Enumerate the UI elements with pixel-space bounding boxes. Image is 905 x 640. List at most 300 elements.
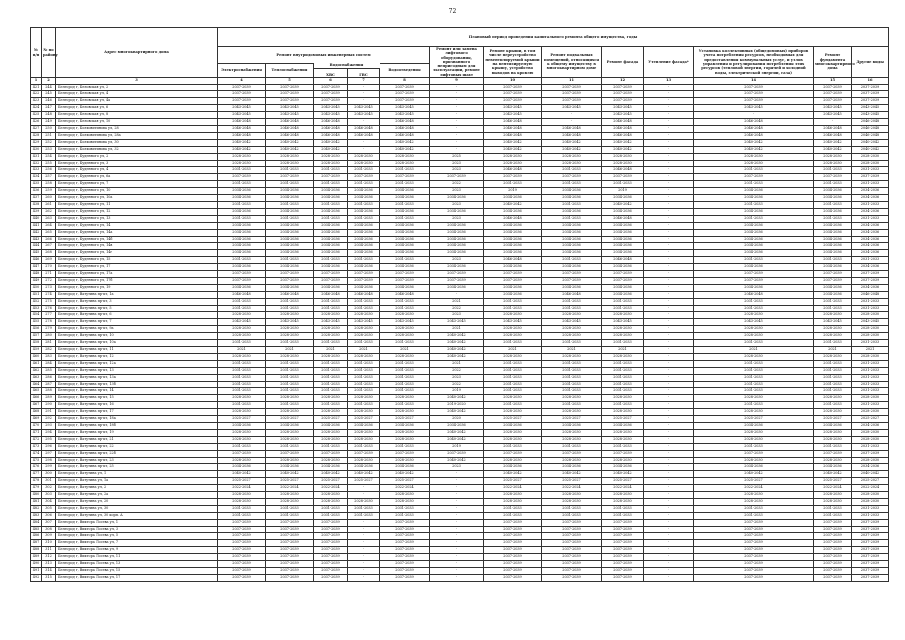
address-cell: Белгород г, Буденного ул, 14а: [56, 229, 218, 236]
period-cell: 2022-2024: [852, 485, 889, 492]
period-cell: 2025-2027: [314, 416, 348, 423]
period-cell: 2034-2036: [218, 236, 266, 243]
period-cell: 2040-2042: [430, 409, 484, 416]
period-cell: 2028-2030: [814, 395, 852, 402]
period-cell: 2040-2042: [694, 139, 814, 146]
period-cell: 2037-2039: [852, 568, 889, 575]
table-row: [31, 201, 889, 208]
period-cell: 2046-2048: [314, 291, 348, 298]
period-cell: 2031-2033: [218, 402, 266, 409]
period-cell: -: [644, 119, 694, 126]
period-cell: 2021: [484, 347, 542, 354]
index-cell: 478: [31, 478, 42, 485]
period-cell: 2031-2033: [694, 201, 814, 208]
table-row: [31, 492, 889, 499]
period-cell: 2034-2036: [218, 229, 266, 236]
period-cell: 2034-2036: [602, 464, 644, 471]
period-cell: 2025-2027: [348, 416, 380, 423]
period-cell: 2037-2039: [814, 561, 852, 568]
index-cell: 252: [42, 139, 56, 146]
period-cell: 2040-2042: [218, 471, 266, 478]
period-cell: 2037-2039: [814, 84, 852, 91]
period-cell: 2028-2030: [602, 333, 644, 340]
header-facade: Ремонт фасада: [602, 47, 644, 78]
period-cell: 2034-2036: [348, 264, 380, 271]
period-cell: 2028-2030: [602, 492, 644, 499]
index-cell: 437: [31, 195, 42, 202]
period-cell: 2037-2039: [380, 554, 430, 561]
period-cell: 2019: [430, 443, 484, 450]
period-cell: 2028-2030: [484, 498, 542, 505]
header-water: Водоснабжения: [314, 63, 380, 69]
period-cell: 2031-2033: [852, 402, 889, 409]
period-cell: 2031-2033: [380, 181, 430, 188]
period-cell: 2037-2039: [542, 533, 602, 540]
address-cell: Белгород г, Буденного ул, 14в: [56, 243, 218, 250]
index-cell: 305: [42, 505, 56, 512]
period-cell: 2028-2030: [314, 333, 348, 340]
period-cell: -: [644, 201, 694, 208]
period-cell: 2031-2033: [348, 512, 380, 519]
index-cell: 470: [31, 422, 42, 429]
period-cell: 2037-2039: [814, 547, 852, 554]
period-cell: 2037-2039: [602, 271, 644, 278]
period-cell: 2034-2036: [380, 284, 430, 291]
period-cell: 2040-2042: [602, 201, 644, 208]
index-cell: 457: [31, 333, 42, 340]
period-cell: 2023: [430, 464, 484, 471]
period-cell: 2034-2036: [694, 222, 814, 229]
period-cell: -: [348, 519, 380, 526]
header-insulation: Утепление фасада*: [644, 47, 694, 78]
period-cell: 2031-2033: [814, 402, 852, 409]
index-cell: 433: [31, 167, 42, 174]
period-cell: 2037-2039: [542, 98, 602, 105]
period-cell: 2031-2033: [266, 512, 314, 519]
period-cell: 2040-2042: [852, 146, 889, 153]
table-row: [31, 526, 889, 533]
table-row: [31, 498, 889, 505]
period-cell: 2034-2036: [602, 208, 644, 215]
period-cell: 2031-2033: [348, 402, 380, 409]
period-cell: 2037-2039: [484, 519, 542, 526]
period-cell: 2040-2042: [380, 471, 430, 478]
table-row: [31, 505, 889, 512]
period-cell: 2028-2030: [266, 353, 314, 360]
period-cell: 2025-2027: [602, 478, 644, 485]
period-cell: 2037-2039: [602, 540, 644, 547]
index-cell: 299: [42, 464, 56, 471]
period-cell: 2028-2030: [266, 160, 314, 167]
period-cell: -: [644, 98, 694, 105]
table-row: [31, 243, 889, 250]
period-cell: 2028-2030: [542, 498, 602, 505]
period-cell: 2037-2039: [542, 271, 602, 278]
period-cell: 2037-2039: [852, 554, 889, 561]
table-row: [31, 561, 889, 568]
index-cell: 304: [42, 498, 56, 505]
period-cell: 2037-2039: [430, 174, 484, 181]
address-cell: Белгород г, Буденного ул, 15: [56, 257, 218, 264]
period-cell: 2031-2033: [380, 505, 430, 512]
period-cell: 2043-2045: [814, 319, 852, 326]
period-cell: 2031-2033: [314, 298, 348, 305]
index-cell: 454: [31, 312, 42, 319]
table-row: [31, 305, 889, 312]
period-cell: 2031-2033: [602, 402, 644, 409]
period-cell: 2031-2033: [266, 367, 314, 374]
index-cell: 463: [31, 374, 42, 381]
index-cell: 489: [31, 554, 42, 561]
period-cell: 2037-2039: [314, 174, 348, 181]
column-number: 14: [694, 78, 814, 85]
period-cell: -: [644, 264, 694, 271]
period-cell: 2028-2030: [484, 429, 542, 436]
period-cell: 2034-2036: [348, 222, 380, 229]
period-cell: 2034-2036: [348, 243, 380, 250]
period-cell: -: [430, 91, 484, 98]
index-cell: 300: [42, 471, 56, 478]
period-cell: -: [430, 132, 484, 139]
period-cell: 2046-2048: [380, 126, 430, 133]
period-cell: -: [644, 112, 694, 119]
period-cell: 2031-2033: [314, 201, 348, 208]
period-cell: -: [644, 250, 694, 257]
index-cell: 467: [31, 402, 42, 409]
period-cell: 2022-2024: [380, 485, 430, 492]
period-cell: 2034-2036: [694, 208, 814, 215]
period-cell: -: [430, 512, 484, 519]
period-cell: 2031-2033: [218, 305, 266, 312]
period-cell: 2031-2033: [694, 298, 814, 305]
index-cell: 475: [31, 457, 42, 464]
period-cell: 2031-2033: [266, 298, 314, 305]
column-number: 6: [314, 78, 348, 85]
period-cell: 2040-2042: [380, 139, 430, 146]
index-cell: 286: [42, 374, 56, 381]
table-row: [31, 319, 889, 326]
period-cell: 2022: [430, 181, 484, 188]
period-cell: 2028-2030: [348, 333, 380, 340]
period-cell: 2034-2036: [602, 243, 644, 250]
index-cell: 460: [31, 353, 42, 360]
period-cell: 2040-2042: [430, 353, 484, 360]
period-cell: 2031-2033: [814, 505, 852, 512]
period-cell: 2023: [430, 160, 484, 167]
period-cell: 2034-2036: [314, 195, 348, 202]
period-cell: 2040-2042: [602, 139, 644, 146]
period-cell: 2031-2033: [314, 215, 348, 222]
address-cell: Белгород г, Ватутина ул, 30 корп. А: [56, 512, 218, 519]
period-cell: 2037-2039: [602, 533, 644, 540]
period-cell: 2037-2039: [694, 526, 814, 533]
period-cell: 2028-2030: [694, 326, 814, 333]
period-cell: 2031-2033: [484, 381, 542, 388]
period-cell: 2043-2045: [852, 319, 889, 326]
period-cell: -: [644, 436, 694, 443]
period-cell: 2031-2033: [542, 340, 602, 347]
period-cell: 2028-2030: [602, 160, 644, 167]
period-cell: 2043-2045: [814, 105, 852, 112]
period-cell: 2037-2039: [814, 540, 852, 547]
period-cell: 2037-2039: [218, 540, 266, 547]
address-cell: Белгород г, Беловская ул, 4а: [56, 98, 218, 105]
period-cell: 2028-2030: [348, 457, 380, 464]
index-cell: 308: [42, 526, 56, 533]
index-cell: 427: [31, 126, 42, 133]
period-cell: 2037-2039: [380, 84, 430, 91]
period-cell: 2028-2030: [314, 409, 348, 416]
period-cell: 2040-2042: [484, 146, 542, 153]
period-cell: 2034-2036: [218, 188, 266, 195]
index-cell: 293: [42, 422, 56, 429]
address-cell: Белгород г, Буденного ул, 19: [56, 284, 218, 291]
period-cell: 2031-2033: [348, 201, 380, 208]
period-cell: 2028-2030: [218, 353, 266, 360]
period-cell: 2028-2030: [314, 436, 348, 443]
table-row: [31, 250, 889, 257]
index-cell: 309: [42, 533, 56, 540]
period-cell: 2031-2033: [852, 257, 889, 264]
period-cell: 2031-2033: [602, 381, 644, 388]
period-cell: 2037-2039: [852, 98, 889, 105]
index-cell: 258: [42, 181, 56, 188]
header-index: № п/п: [31, 28, 42, 78]
period-cell: 2028-2030: [852, 498, 889, 505]
period-cell: 2046-2048: [814, 126, 852, 133]
address-cell: Белгород г, Буденного ул, 14: [56, 222, 218, 229]
period-cell: -: [644, 91, 694, 98]
period-cell: 2043-2045: [218, 105, 266, 112]
period-cell: 2037-2039: [218, 568, 266, 575]
period-cell: 2022: [430, 367, 484, 374]
address-cell: Белгород г, Виктора Лосева ул, 15: [56, 568, 218, 575]
period-cell: 2031-2033: [266, 215, 314, 222]
period-cell: 2037-2039: [348, 271, 380, 278]
table-row: [31, 181, 889, 188]
index-cell: 296: [42, 443, 56, 450]
index-cell: 462: [31, 367, 42, 374]
period-cell: 2028-2030: [542, 409, 602, 416]
period-cell: 2034-2036: [218, 222, 266, 229]
period-cell: 2043-2045: [694, 319, 814, 326]
address-cell: Белгород г, Буденного ул, 17: [56, 264, 218, 271]
period-cell: 2037-2039: [814, 568, 852, 575]
period-cell: 2028-2030: [348, 429, 380, 436]
period-cell: 2020: [430, 416, 484, 423]
period-cell: 2037-2039: [380, 540, 430, 547]
period-cell: 2031-2033: [348, 367, 380, 374]
period-cell: -: [644, 485, 694, 492]
period-cell: 2034-2036: [380, 464, 430, 471]
period-cell: 2031-2033: [348, 360, 380, 367]
period-cell: 2037-2039: [218, 98, 266, 105]
period-cell: 2034-2036: [542, 284, 602, 291]
index-cell: 280: [42, 333, 56, 340]
period-cell: 2034-2036: [430, 195, 484, 202]
period-cell: 2028-2030: [602, 409, 644, 416]
period-cell: 2034-2036: [380, 236, 430, 243]
period-cell: -: [348, 561, 380, 568]
period-cell: 2034-2036: [852, 250, 889, 257]
period-cell: 2034-2036: [542, 464, 602, 471]
address-cell: Белгород г, Буденного ул, 2: [56, 153, 218, 160]
period-cell: 2028-2030: [348, 395, 380, 402]
period-cell: 2028-2030: [380, 457, 430, 464]
index-cell: 247: [42, 105, 56, 112]
period-cell: 2046-2048: [266, 291, 314, 298]
period-cell: -: [644, 243, 694, 250]
index-cell: 292: [42, 416, 56, 423]
address-cell: Белгород г, Виктора Лосева ул, 13: [56, 561, 218, 568]
period-cell: 2034-2036: [218, 464, 266, 471]
period-cell: 2037-2039: [266, 519, 314, 526]
period-cell: 2031-2033: [602, 298, 644, 305]
period-cell: -: [348, 492, 380, 499]
period-cell: 2025-2027: [380, 478, 430, 485]
period-cell: 2028-2030: [314, 353, 348, 360]
period-cell: -: [644, 195, 694, 202]
period-cell: 2028-2030: [852, 457, 889, 464]
period-cell: 2028-2030: [694, 312, 814, 319]
table-row: [31, 195, 889, 202]
index-cell: 468: [31, 409, 42, 416]
period-cell: -: [644, 429, 694, 436]
period-cell: 2046-2048: [314, 126, 348, 133]
period-cell: 2037-2039: [380, 533, 430, 540]
period-cell: 2031-2033: [542, 257, 602, 264]
period-cell: 2021: [380, 347, 430, 354]
index-cell: 484: [31, 519, 42, 526]
period-cell: 2037-2039: [266, 561, 314, 568]
table-row: [31, 485, 889, 492]
address-cell: Белгород г, Ватутина пр-кт, 18б: [56, 422, 218, 429]
period-cell: 2031-2033: [602, 512, 644, 519]
period-cell: 2031-2033: [542, 181, 602, 188]
period-cell: 2031-2033: [218, 201, 266, 208]
period-cell: 2031-2033: [380, 340, 430, 347]
table-row: [31, 416, 889, 423]
address-cell: Белгород г, Виктора Лосева ул, 7: [56, 540, 218, 547]
index-cell: 291: [42, 409, 56, 416]
period-cell: 2034-2036: [814, 264, 852, 271]
period-cell: 2043-2045: [484, 105, 542, 112]
index-cell: 442: [31, 229, 42, 236]
period-cell: 2031-2033: [314, 505, 348, 512]
period-cell: 2034-2036: [484, 208, 542, 215]
period-cell: 2037-2039: [266, 91, 314, 98]
address-cell: Белгород г, Беловская ул, 2: [56, 84, 218, 91]
address-cell: Белгород г, Ватутина пр-кт, 23: [56, 457, 218, 464]
period-cell: 2022-2024: [694, 485, 814, 492]
period-cell: 2031-2033: [266, 305, 314, 312]
index-cell: 314: [42, 568, 56, 575]
column-number: 12: [602, 78, 644, 85]
table-row: [31, 471, 889, 478]
index-cell: 263: [42, 215, 56, 222]
period-cell: 2037-2039: [266, 277, 314, 284]
column-number: 1: [31, 78, 42, 85]
index-cell: 266: [42, 236, 56, 243]
period-cell: 2034-2036: [852, 229, 889, 236]
index-cell: 272: [42, 277, 56, 284]
table-row: [31, 464, 889, 471]
period-cell: 2046-2048: [266, 132, 314, 139]
header-systems: Ремонт внутридомовых инженерных систем: [218, 47, 430, 64]
period-cell: 2031-2033: [314, 381, 348, 388]
period-cell: -: [644, 464, 694, 471]
period-cell: 2037-2039: [694, 547, 814, 554]
table-row: [31, 208, 889, 215]
period-cell: 2031-2033: [694, 367, 814, 374]
period-cell: 2034-2036: [602, 264, 644, 271]
period-cell: 2037-2039: [314, 574, 348, 581]
period-cell: 2037-2039: [380, 574, 430, 581]
period-cell: -: [644, 422, 694, 429]
address-cell: Белгород г, Ватутина пр-кт, 14: [56, 388, 218, 395]
period-cell: 2034-2036: [314, 284, 348, 291]
period-cell: 2031-2033: [694, 402, 814, 409]
index-cell: 274: [42, 291, 56, 298]
period-cell: 2022-2024: [218, 485, 266, 492]
period-cell: 2037-2039: [314, 561, 348, 568]
period-cell: 2028-2030: [314, 429, 348, 436]
period-cell: 2028-2030: [348, 498, 380, 505]
period-cell: -: [644, 540, 694, 547]
period-cell: 2037-2039: [542, 519, 602, 526]
address-cell: Белгород г, Ватутина пр-кт, 18а: [56, 416, 218, 423]
period-cell: 2028-2030: [602, 457, 644, 464]
period-cell: 2031-2033: [814, 298, 852, 305]
column-number: 9: [430, 78, 484, 85]
period-cell: 2043-2045: [218, 319, 266, 326]
period-cell: 2037-2039: [314, 271, 348, 278]
period-cell: 2028-2030: [314, 326, 348, 333]
period-cell: 2028-2030: [602, 498, 644, 505]
column-number: 2: [42, 78, 56, 85]
period-cell: -: [644, 277, 694, 284]
index-cell: 267: [42, 243, 56, 250]
period-cell: 2028-2030: [218, 333, 266, 340]
index-cell: 275: [42, 298, 56, 305]
period-cell: 2034-2036: [484, 464, 542, 471]
period-cell: 2028-2030: [380, 492, 430, 499]
address-cell: Белгород г, Виктора Лосева ул, 5: [56, 533, 218, 540]
period-cell: 2037-2039: [484, 91, 542, 98]
table-row: [31, 347, 889, 354]
period-cell: 2034-2036: [218, 243, 266, 250]
table-row: [31, 91, 889, 98]
table-row: [31, 360, 889, 367]
period-cell: 2025-2027: [484, 416, 542, 423]
period-cell: 2025-2027: [814, 478, 852, 485]
index-cell: 421: [31, 84, 42, 91]
table-row: [31, 547, 889, 554]
period-cell: 2043-2045: [380, 319, 430, 326]
index-cell: 469: [31, 416, 42, 423]
address-cell: Белгород г, Буденного ул, 14б: [56, 236, 218, 243]
period-cell: 2037-2039: [484, 271, 542, 278]
period-cell: 2031-2033: [348, 167, 380, 174]
period-cell: 2046-2048: [348, 291, 380, 298]
table-row: [31, 132, 889, 139]
period-cell: 2040-2042: [266, 146, 314, 153]
period-cell: -: [644, 236, 694, 243]
period-cell: 2034-2036: [852, 422, 889, 429]
table-row: [31, 236, 889, 243]
index-cell: 297: [42, 450, 56, 457]
period-cell: 2028-2030: [266, 429, 314, 436]
